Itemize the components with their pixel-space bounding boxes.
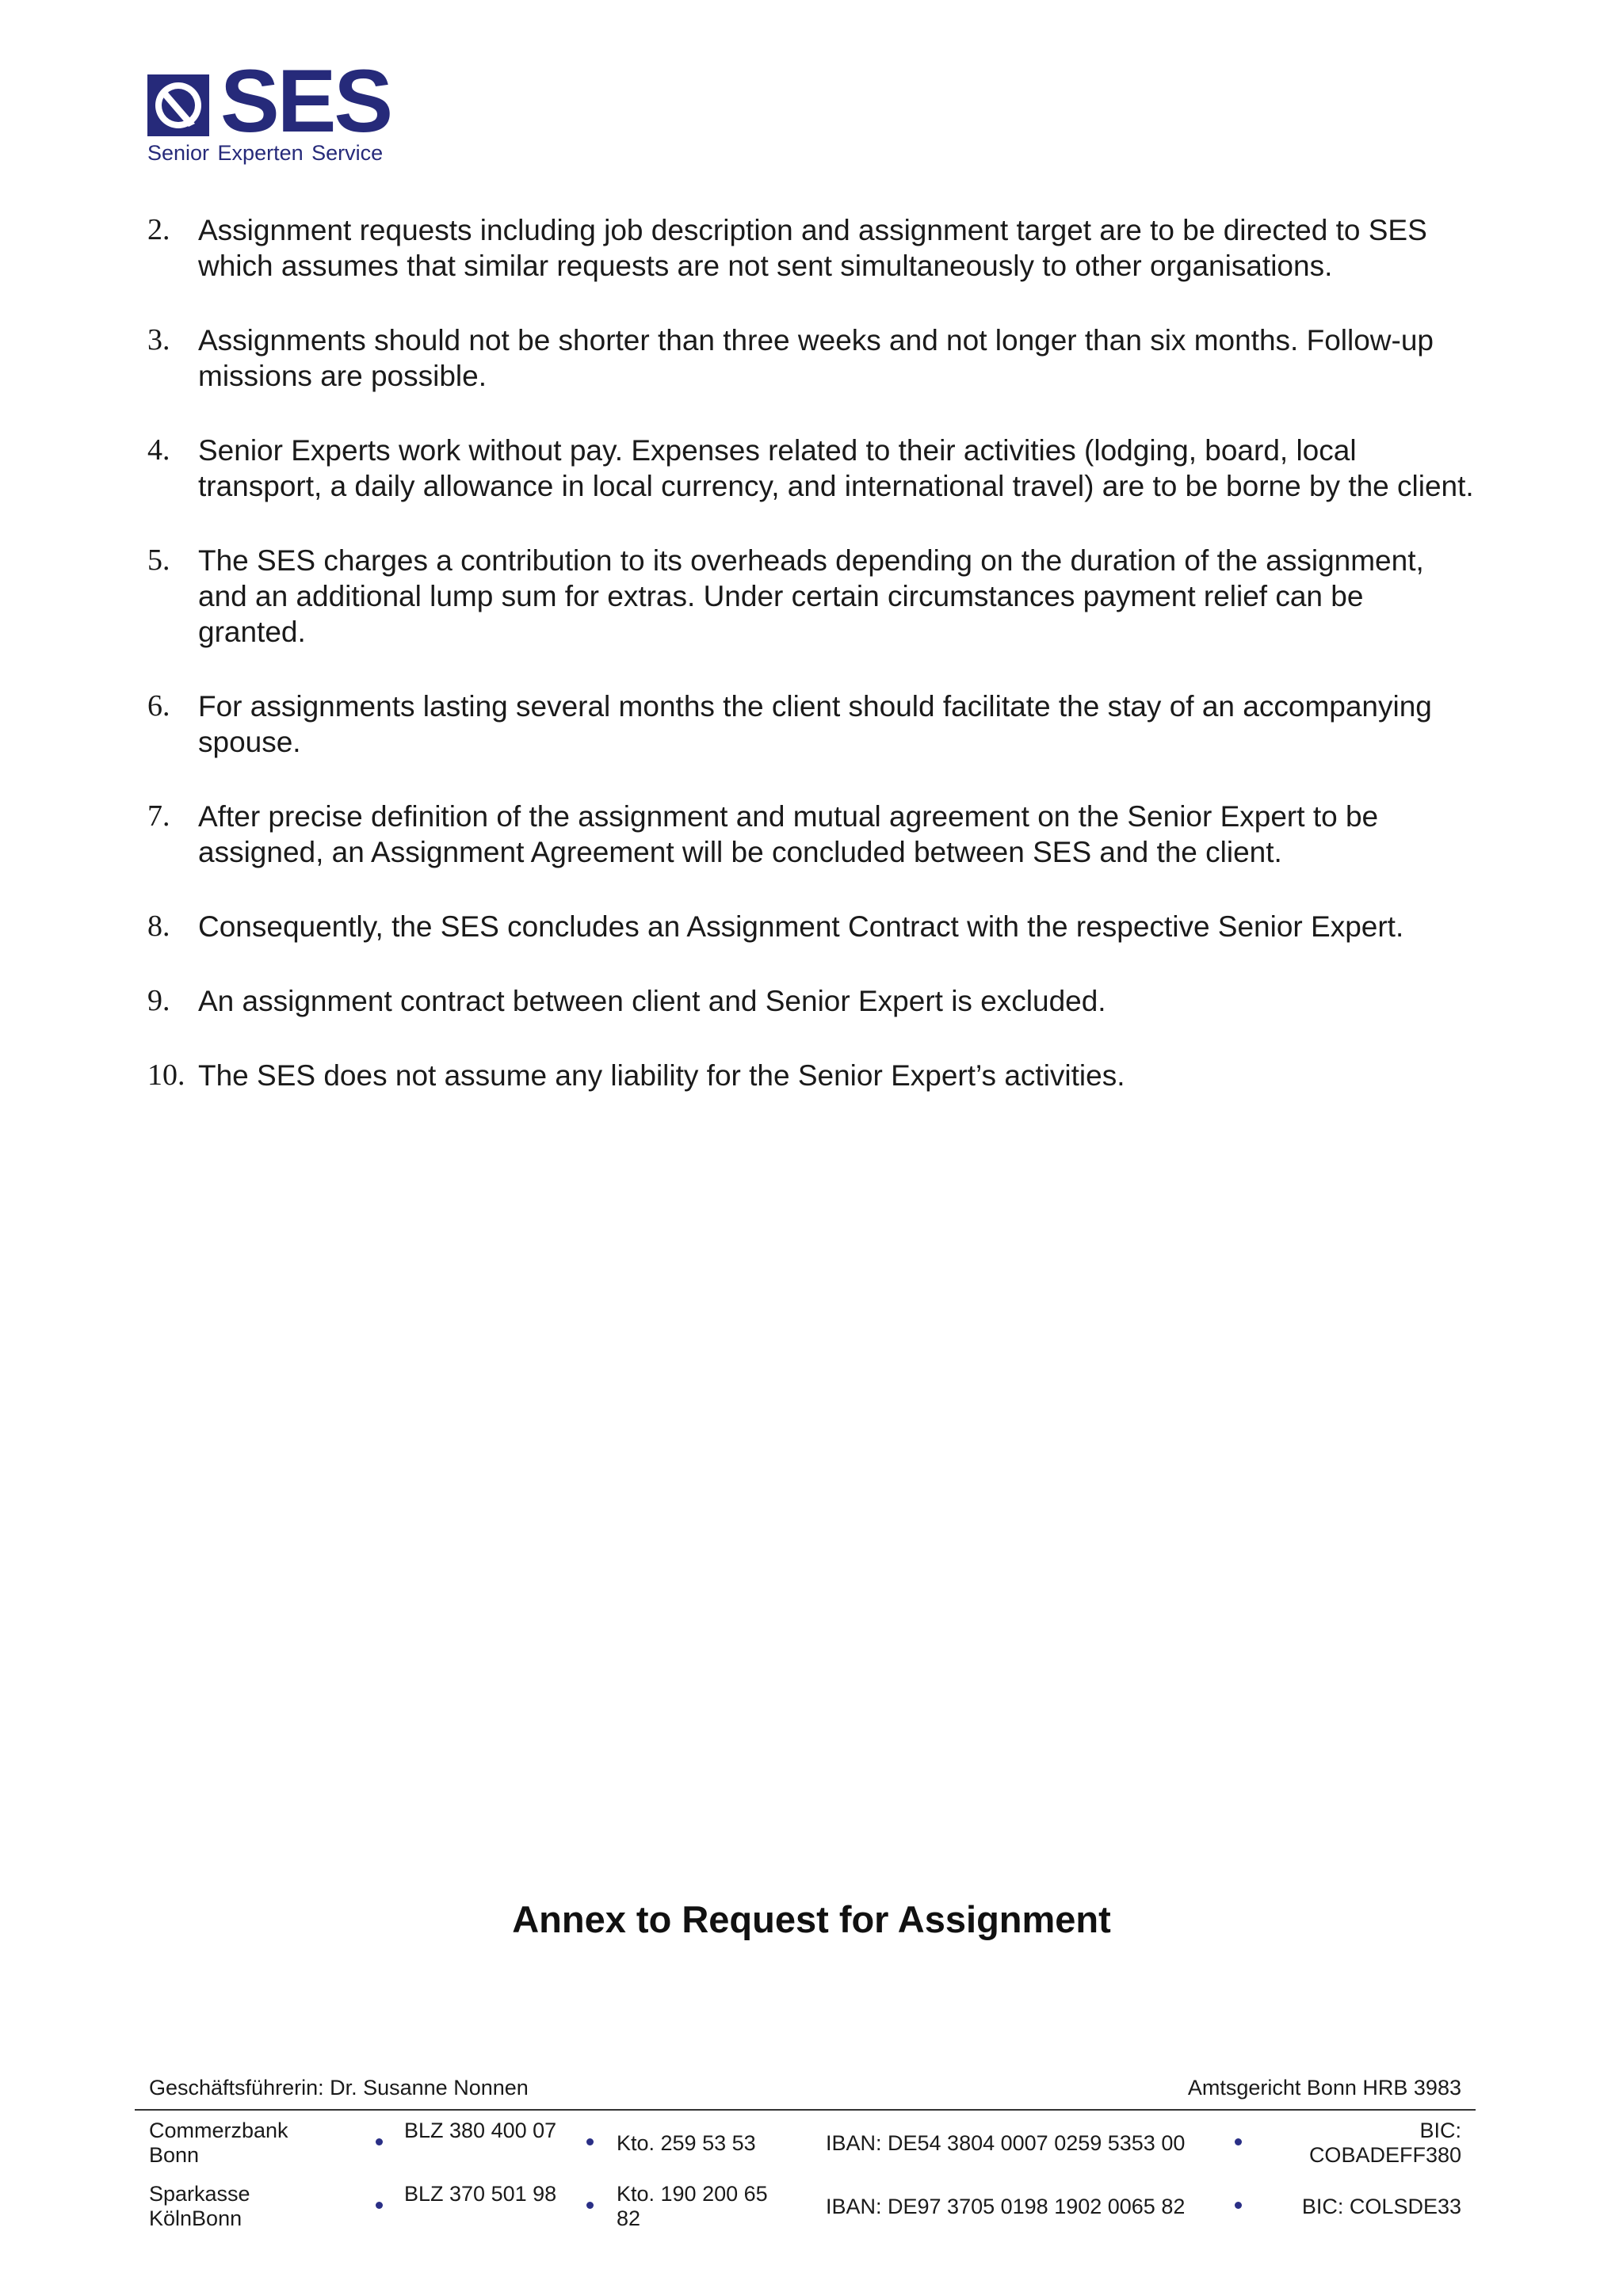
bank-bic: BIC: COLSDE33	[1301, 2195, 1461, 2218]
list-item-text: An assignment contract between client and Senior Expert is excluded.	[198, 985, 1106, 1017]
footer-divider	[135, 2109, 1476, 2111]
bank-account: Kto. 259 53 53	[617, 2131, 756, 2155]
footer-header-row	[135, 2076, 1476, 2106]
list-item-number: 3.	[147, 323, 170, 357]
list-item-number: 8.	[147, 910, 170, 943]
list-item-text: After precise definition of the assignment and mutual agreement on the Senior Expert to be assigned, an Assignment Agreement will be concluded between SES and the client.	[198, 800, 1379, 868]
annex-title: Annex to Request for Assignment	[512, 1898, 1111, 1940]
bank-row	[135, 2177, 1476, 2241]
list-item-number: 5.	[147, 543, 170, 577]
list-item	[147, 543, 1479, 650]
list-item	[147, 983, 1479, 1019]
list-item-text: Consequently, the SES concludes an Assignment Contract with the respective Senior Expert.	[198, 910, 1404, 943]
bullet-icon	[1235, 2202, 1242, 2209]
bank-bic: BIC: COBADEFF380	[1308, 2119, 1461, 2167]
list-item	[147, 322, 1479, 394]
bank-blz: BLZ 370 501 98	[404, 2182, 557, 2206]
bank-name: Commerzbank Bonn	[149, 2119, 288, 2167]
list-item-text: Assignments should not be shorter than three weeks and not longer than six months. Follow-up missions are possible.	[198, 324, 1434, 392]
list-item-number: 10.	[147, 1058, 185, 1092]
bullet-icon	[586, 2138, 594, 2145]
bullet-icon	[376, 2202, 383, 2209]
list-item-text: Senior Experts work without pay. Expenses related to their activities (lodging, board, local transport, a daily allowance in local currency, and international travel) are to be borne by the client.	[198, 434, 1474, 502]
list-item	[147, 799, 1479, 870]
list-item	[147, 688, 1479, 760]
ses-logo-mark-icon	[147, 74, 209, 136]
conditions-list	[147, 212, 1479, 1132]
bank-iban: IBAN: DE97 3705 0198 1902 0065 82	[826, 2195, 1186, 2218]
bank-account: Kto. 190 200 65 82	[617, 2182, 768, 2230]
list-item	[147, 433, 1479, 504]
list-item-text: For assignments lasting several months the client should facilitate the stay of an accompanying spouse.	[198, 690, 1432, 758]
list-item	[147, 212, 1479, 284]
court-registration: Amtsgericht Bonn HRB 3983	[1187, 2076, 1461, 2100]
list-item-number: 4.	[147, 433, 170, 467]
bullet-icon	[1235, 2138, 1242, 2145]
footer	[135, 2076, 1476, 2241]
bullet-icon	[376, 2138, 383, 2145]
bank-row	[135, 2114, 1476, 2177]
list-item-number: 9.	[147, 984, 170, 1017]
list-item-number: 6.	[147, 689, 170, 723]
list-item-number: 7.	[147, 799, 170, 833]
list-item-text: Assignment requests including job description and assignment target are to be directed to SES which assumes that similar requests are not sent simultaneously to other organisations.	[198, 214, 1427, 282]
list-item-text: The SES does not assume any liability for the Senior Expert’s activities.	[198, 1059, 1125, 1092]
list-item-text: The SES charges a contribution to its overheads depending on the duration of the assignment, and an additional lump sum for extras. Under certain circumstances payment relief can be granted.	[198, 544, 1424, 648]
list-item	[147, 909, 1479, 944]
list-item	[147, 1058, 1479, 1093]
bank-name: Sparkasse KölnBonn	[149, 2182, 250, 2230]
bullet-icon	[586, 2202, 594, 2209]
bank-iban: IBAN: DE54 3804 0007 0259 5353 00	[826, 2131, 1186, 2155]
ses-tagline: Senior Experten Service	[147, 141, 384, 165]
bank-blz: BLZ 380 400 07	[404, 2119, 557, 2142]
ses-wordmark: SES	[220, 51, 391, 151]
list-item-number: 2.	[147, 213, 170, 246]
ses-logo	[147, 51, 401, 174]
managing-director: Geschäftsführerin: Dr. Susanne Nonnen	[149, 2076, 529, 2100]
